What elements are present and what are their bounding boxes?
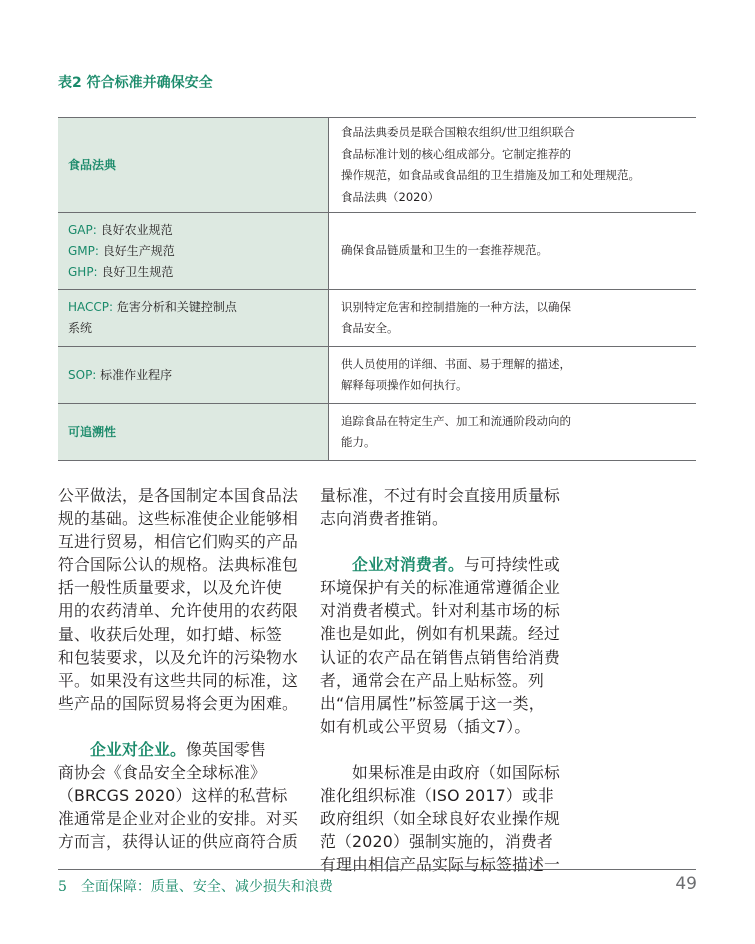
text-line: 准也是如此，例如有机果蔬。经过 <box>320 624 560 644</box>
definition-line: 能力。 <box>341 435 376 449</box>
text-line: 些产品的国际贸易将会更为困难。 <box>58 693 298 713</box>
text-line: 准化组织标准（ISO 2017）或非 <box>320 786 554 806</box>
definition-line: 操作规范，如食品或食品组的卫生措施及加工和处理规范。 <box>341 168 640 182</box>
definition-line: 食品法典（2020） <box>341 189 440 204</box>
text-line: 环境保护有关的标准通常遵循企业 <box>320 578 560 598</box>
body-column-left <box>58 484 306 853</box>
text-line: 出“信用属性”标签属于这一类， <box>320 693 545 713</box>
text-line: 者，通常会在产品上贴标签。列 <box>320 670 544 690</box>
text-line: 有理由相信产品实际与标签描述一 <box>320 855 560 875</box>
term-abbr: GHP: <box>68 264 98 279</box>
text-line: 准通常是企业对企业的安排。对买 <box>58 809 298 829</box>
table-cell-definition <box>328 118 696 212</box>
table-row <box>58 347 696 404</box>
table-row <box>58 404 696 461</box>
definition-line: 食品安全。 <box>341 321 399 335</box>
definition-line: 识别特定危害和控制措施的一种方法，以确保 <box>341 299 571 314</box>
definition-line: 确保食品链质量和卫生的一套推荐规范。 <box>341 243 548 258</box>
chapter-title: 全面保障：质量、安全、减少损失和浪费 <box>80 879 333 895</box>
footer-divider <box>58 869 696 870</box>
table-row <box>58 213 696 290</box>
term-text: 危害分析和关键控制点 <box>113 300 237 314</box>
definition-line: 供人员使用的详细、书面、易于理解的描述， <box>341 356 571 371</box>
definition-line: 食品标准计划的核心组成部分。它制定推荐的 <box>341 146 571 161</box>
term-line <box>68 318 328 339</box>
text-line: 用的农药清单、允许使用的农药限 <box>58 601 298 621</box>
table-cell-term <box>58 347 328 403</box>
text-line: 互进行贸易，相信它们购买的产品 <box>58 532 298 552</box>
page-number: 49 <box>675 874 697 894</box>
term-abbr: HACCP: <box>68 300 114 314</box>
text-line: 和包装要求，以及允许的污染物水 <box>58 647 298 667</box>
paragraph <box>320 761 570 876</box>
body-column-right <box>320 484 570 876</box>
term-text: 良好卫生规范 <box>97 264 174 279</box>
term-label: 可追溯性 <box>68 424 117 439</box>
standards-table <box>58 117 696 461</box>
term-line <box>68 365 328 386</box>
definition-line: 解释每项操作如何执行。 <box>341 378 468 392</box>
term-abbr: SOP: <box>68 367 97 382</box>
text-line: 规的基础。这些标准使企业能够相 <box>58 509 298 529</box>
definition-line: 追踪食品在特定生产、加工和流通阶段动向的 <box>341 413 571 428</box>
text-span: 像英国零售 <box>185 739 266 759</box>
table-cell-term <box>58 213 328 289</box>
paragraph-lead: 企业对消费者。 <box>352 555 464 575</box>
table-cell-term <box>58 290 328 346</box>
text-span: 与可持续性或 <box>463 555 560 575</box>
term-text: 良好生产规范 <box>98 243 175 258</box>
chapter-number: 5 <box>58 879 67 895</box>
table-row <box>58 290 696 347</box>
table-cell-definition <box>328 290 696 346</box>
term-line <box>68 241 328 262</box>
definition-line: 食品法典委员是联合国粮农组织/世卫组织联合 <box>341 125 575 139</box>
text-line: 认证的农产品在销售点销售给消费 <box>320 647 560 667</box>
text-line: 志向消费者推销。 <box>320 509 448 529</box>
text-line: 对消费者模式。针对利基市场的标 <box>320 601 560 621</box>
table-cell-definition <box>328 213 696 289</box>
text-line: 量、收获后处理，如打蜡、标签 <box>58 624 282 644</box>
text-line: 如果标准是由政府（如国际标 <box>352 762 560 782</box>
term-text: 系统 <box>68 321 93 335</box>
text-line: 范（2020）强制实施的，消费者 <box>320 832 553 852</box>
footer-chapter <box>58 876 333 896</box>
text-line: 公平做法，是各国制定本国食品法 <box>58 486 298 505</box>
paragraph <box>58 738 306 853</box>
text-line: 平。如果没有这些共同的标准，这 <box>58 670 298 690</box>
table-cell-term <box>58 404 328 460</box>
term-abbr: GAP: <box>68 222 97 237</box>
text-line: 符合国际公认的规格。法典标准包 <box>58 555 298 575</box>
text-line <box>58 738 306 761</box>
paragraph <box>320 553 570 738</box>
text-line: （BRCGS 2020）这样的私营标 <box>58 786 288 806</box>
text-line: 商协会《食品安全全球标准》 <box>58 763 266 783</box>
table-cell-definition <box>328 347 696 403</box>
term-text: 良好农业规范 <box>96 222 173 237</box>
text-line: 括一般性质量要求，以及允许使 <box>58 578 282 598</box>
text-line: 如有机或公平贸易（插文7）。 <box>320 716 531 736</box>
paragraph <box>320 484 570 530</box>
text-line <box>320 553 570 576</box>
paragraph <box>58 484 306 715</box>
text-line: 量标准，不过有时会直接用质量标 <box>320 486 560 505</box>
table-row <box>58 118 696 213</box>
term-line <box>68 297 328 318</box>
text-line: 方而言，获得认证的供应商符合质 <box>58 832 298 852</box>
table-cell-definition <box>328 404 696 460</box>
term-text: 标准作业程序 <box>96 367 173 382</box>
term-line <box>68 220 328 241</box>
table-cell-term <box>58 118 328 212</box>
table-title: 表2 符合标准并确保安全 <box>58 75 213 91</box>
text-line: 政府组织（如全球良好农业操作规 <box>320 809 560 829</box>
term-line <box>68 262 328 283</box>
term-label: 食品法典 <box>68 157 117 172</box>
paragraph-lead: 企业对企业。 <box>90 739 186 759</box>
term-abbr: GMP: <box>68 243 99 258</box>
